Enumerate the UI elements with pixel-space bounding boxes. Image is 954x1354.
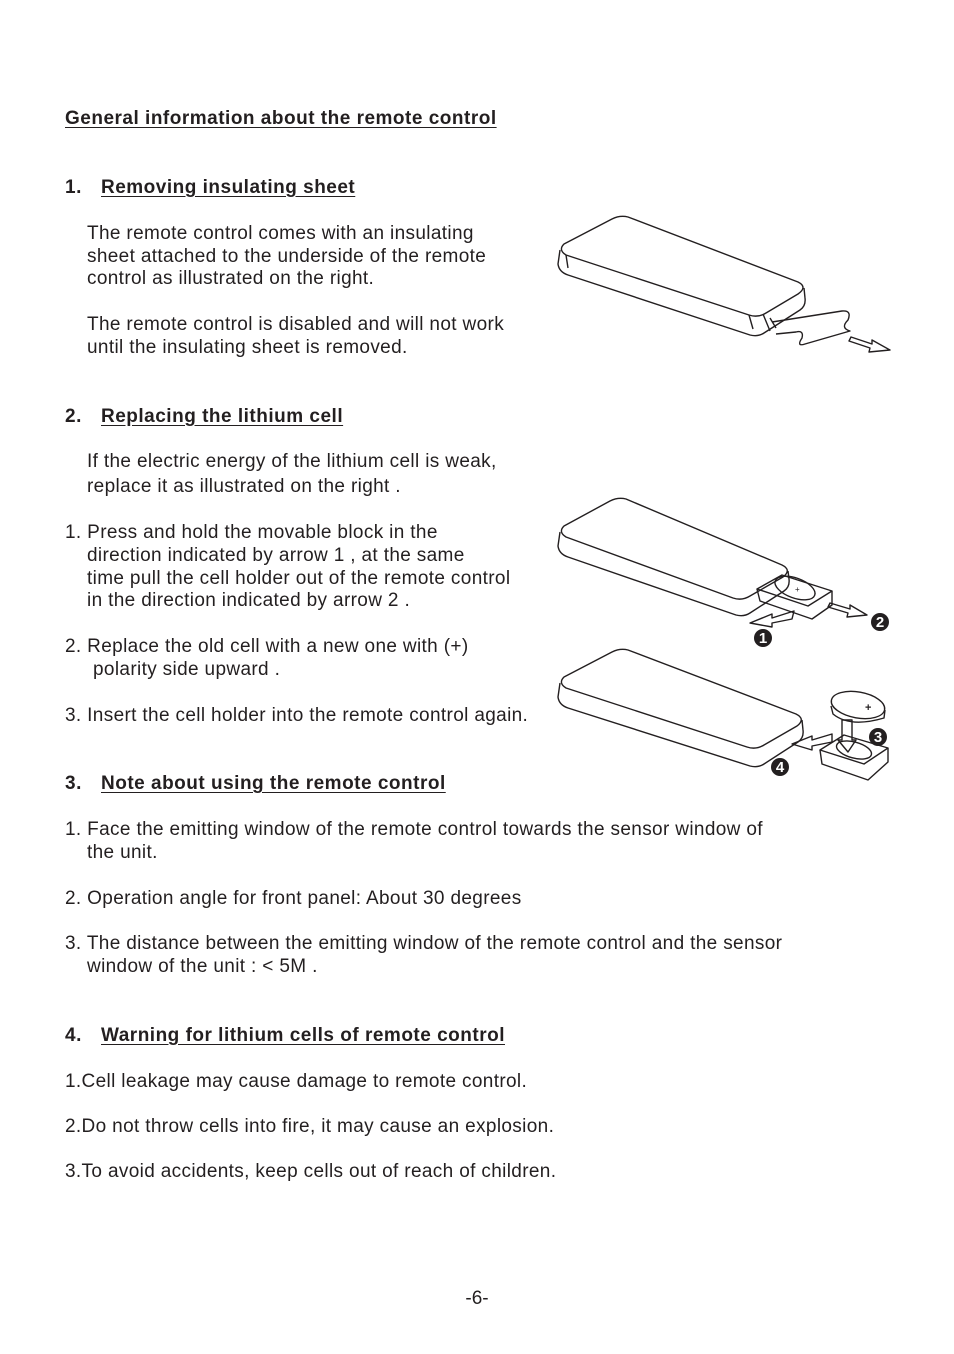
section-4-heading xyxy=(65,1024,505,1047)
section-2-number: 2. xyxy=(65,406,82,427)
remote-insulating-sheet-illustration xyxy=(550,210,895,360)
s1-para1-line1: The remote control comes with an insulating xyxy=(87,223,474,244)
s4-item-2: 2.Do not throw cells into fire, it may cause an explosion. xyxy=(65,1116,555,1137)
s3-item3-line1: 3. The distance between the emitting window of the remote control and the sensor xyxy=(65,933,783,954)
svg-text:+: + xyxy=(795,585,800,594)
badge-2-label: 2 xyxy=(875,614,885,631)
s3-item1-line2: the unit. xyxy=(87,842,158,863)
badge-4 xyxy=(770,757,790,777)
s2-step2-line2: polarity side upward . xyxy=(93,659,281,680)
s4-item-1: 1.Cell leakage may cause damage to remote control. xyxy=(65,1071,528,1092)
badge-1-label: 1 xyxy=(758,630,768,647)
s3-item3-line2: window of the unit : < 5M . xyxy=(87,956,318,977)
section-2-title: Replacing the lithium cell xyxy=(101,406,344,427)
s2-step1-line3: time pull the cell holder out of the remote control xyxy=(87,568,511,589)
s2-step1-line4: in the direction indicated by arrow 2 . xyxy=(87,590,411,611)
s2-step3: 3. Insert the cell holder into the remote control again. xyxy=(65,705,529,726)
section-2-heading xyxy=(65,405,343,428)
section-1-number: 1. xyxy=(65,177,82,198)
s1-para2-line1: The remote control is disabled and will not work xyxy=(87,314,505,335)
badge-3 xyxy=(868,727,888,747)
cell-polarity-mark xyxy=(864,701,876,713)
section-3-title: Note about using the remote control xyxy=(101,773,446,794)
badge-4-label: 4 xyxy=(775,759,785,776)
badge-2 xyxy=(870,612,890,632)
s1-para1-line2: sheet attached to the underside of the remote xyxy=(87,246,487,267)
s1-para1-line3: control as illustrated on the right. xyxy=(87,268,375,289)
remove-cell-holder-illustration xyxy=(550,493,895,648)
badge-3-label: 3 xyxy=(873,729,883,746)
section-4-title: Warning for lithium cells of remote control xyxy=(101,1025,505,1046)
s2-step2-line1: 2. Replace the old cell with a new one with (+) xyxy=(65,636,469,657)
s2-intro-line1: If the electric energy of the lithium cell is weak, xyxy=(87,451,497,472)
s1-para2-line2: until the insulating sheet is removed. xyxy=(87,337,408,358)
section-3-heading xyxy=(65,772,446,795)
s3-item1-line1: 1. Face the emitting window of the remote control towards the sensor window of xyxy=(65,819,763,840)
s2-intro-line2: replace it as illustrated on the right . xyxy=(87,476,401,497)
page-number: -6- xyxy=(465,1288,489,1309)
s2-step1-line1: 1. Press and hold the movable block in the xyxy=(65,522,438,543)
section-3-number: 3. xyxy=(65,773,82,794)
section-1-heading xyxy=(65,176,355,199)
s2-step1-line2: direction indicated by arrow 1 , at the same xyxy=(87,545,465,566)
s4-item-3: 3.To avoid accidents, keep cells out of reach of children. xyxy=(65,1161,557,1182)
s3-item2: 2. Operation angle for front panel: About 30 degrees xyxy=(65,888,522,909)
insert-cell-illustration xyxy=(550,640,895,790)
section-4-number: 4. xyxy=(65,1025,82,1046)
section-1-title: Removing insulating sheet xyxy=(101,177,356,198)
page-title: General information about the remote control xyxy=(65,108,497,129)
cell-polarity-label: + xyxy=(865,702,872,714)
